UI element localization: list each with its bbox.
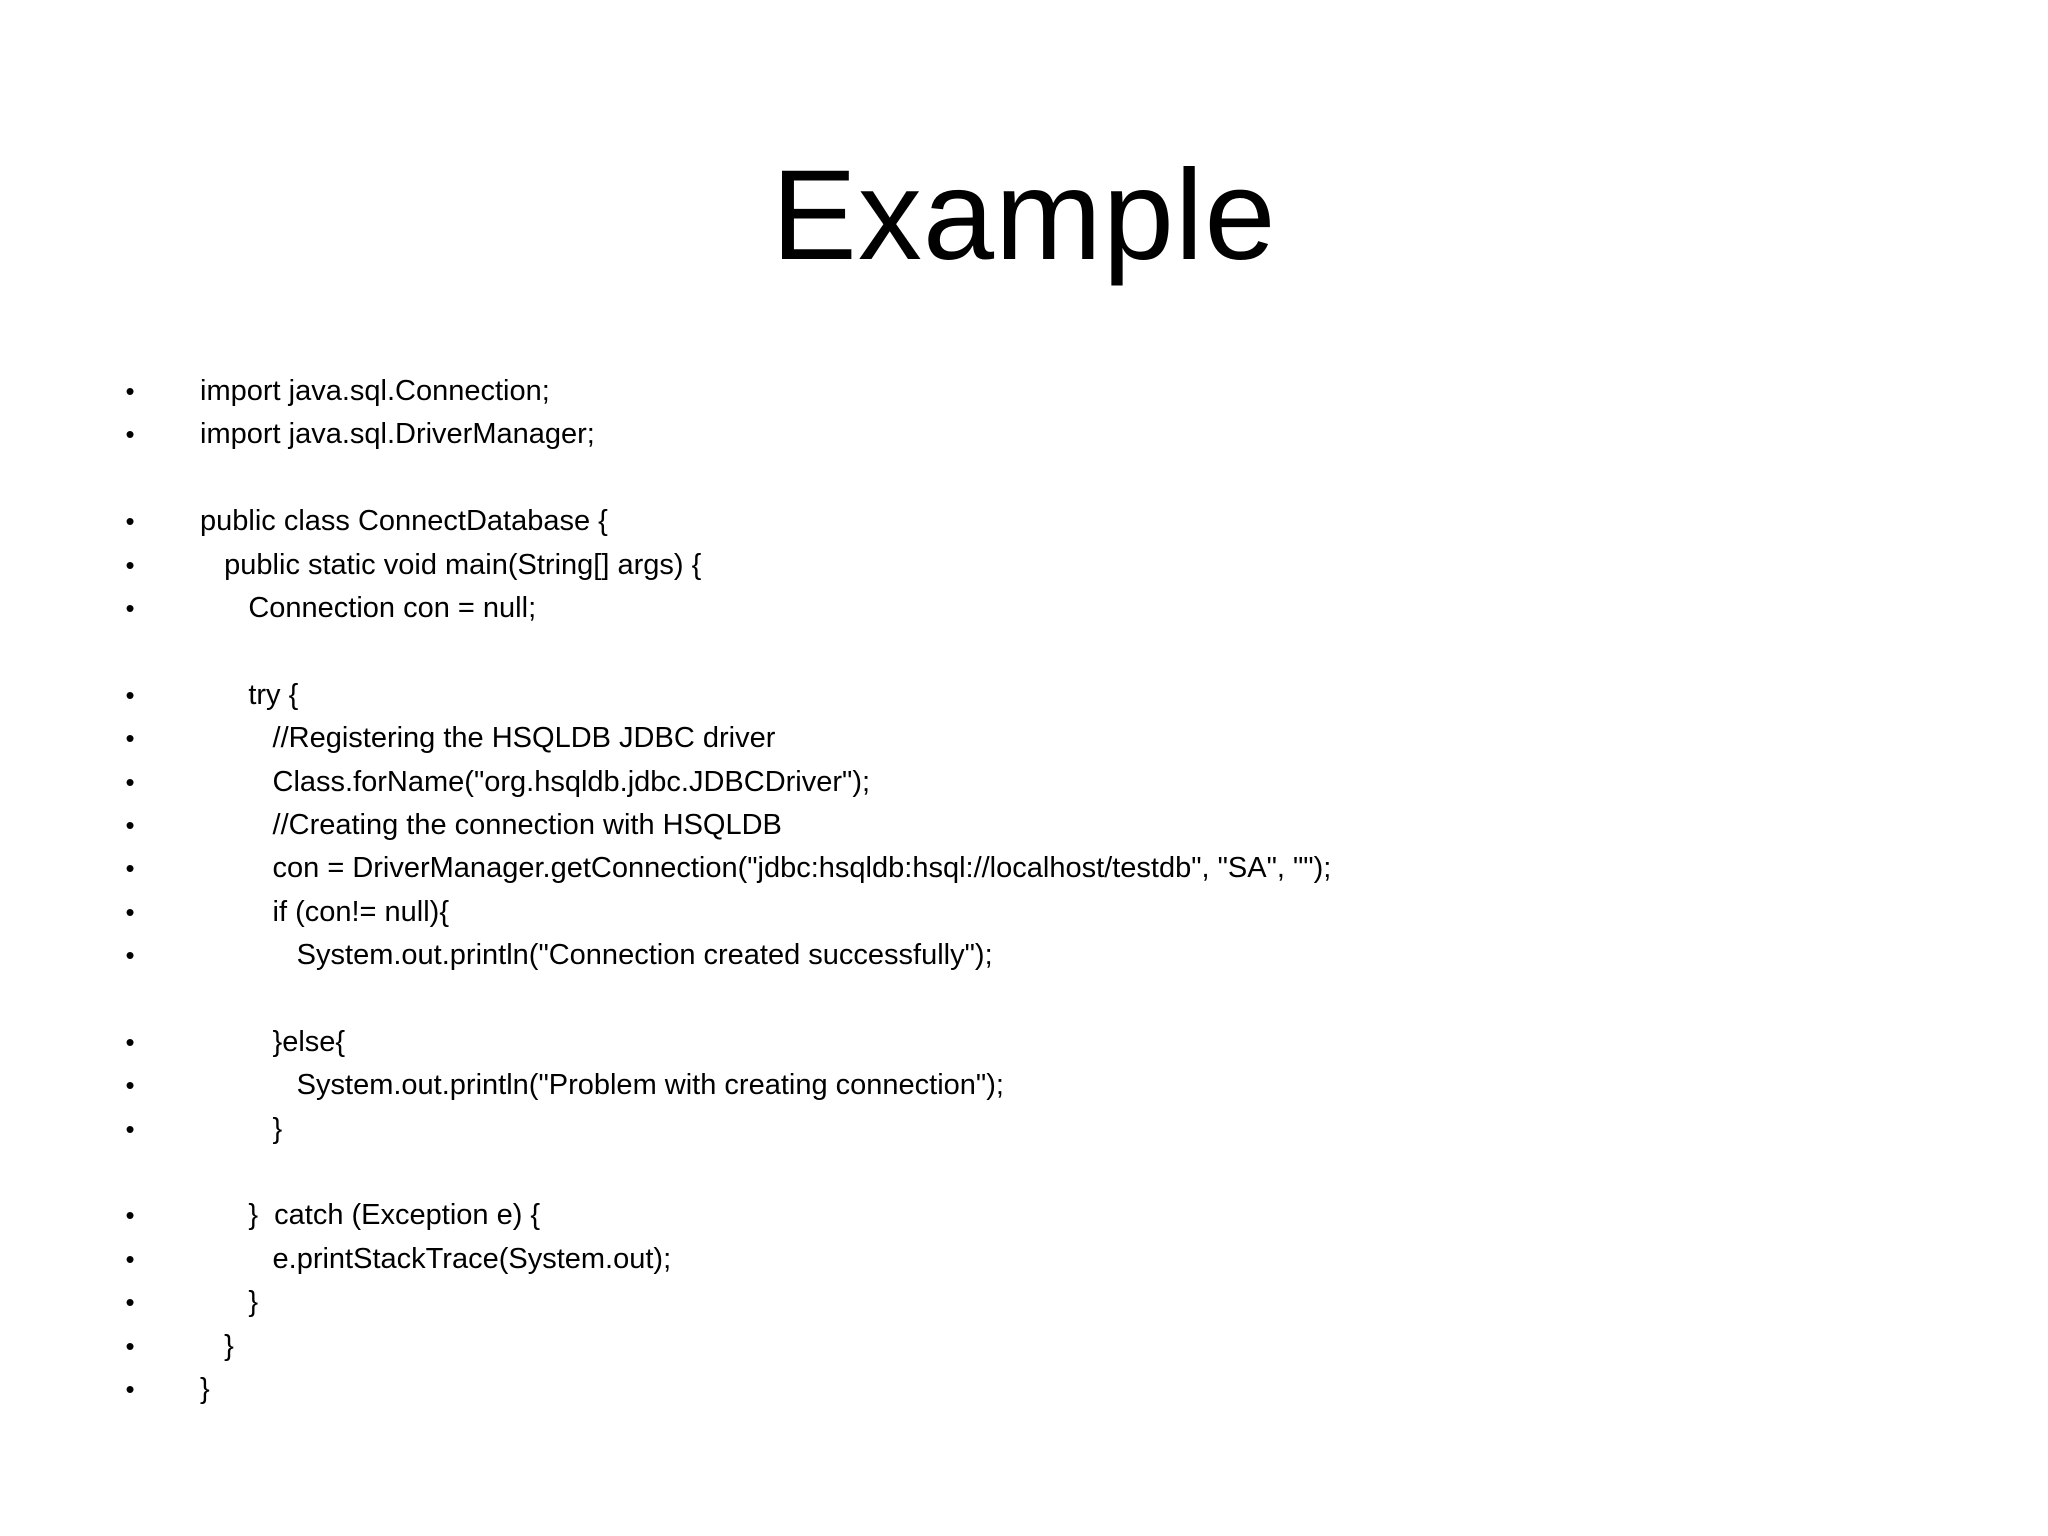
code-line-text: } (200, 1372, 210, 1405)
code-line (0, 1194, 2048, 1237)
code-line-text: if (con!= null){ (200, 895, 450, 928)
code-line (0, 500, 2048, 543)
bullet-icon: • (125, 506, 135, 537)
code-line-text: import java.sql.Connection; (200, 375, 550, 407)
bullet-icon: • (125, 766, 135, 797)
bullet-icon: • (125, 1026, 135, 1057)
code-line (0, 674, 2048, 717)
code-line (0, 1368, 2048, 1411)
bullet-icon: • (125, 549, 135, 580)
code-line (0, 587, 2048, 630)
code-listing (0, 370, 2048, 1411)
code-line-text: con = DriverManager.getConnection("jdbc:hsqldb:hsql://localhost/testdb", "SA", ""); (200, 852, 1332, 885)
code-line (0, 1151, 2048, 1194)
code-line-text: } (200, 1112, 283, 1145)
code-line-text: import java.sql.DriverManager; (200, 418, 595, 451)
code-line-text: public static void main(String[] args) { (200, 548, 702, 581)
bullet-icon: • (125, 1113, 135, 1144)
bullet-icon: • (125, 896, 135, 927)
bullet-icon: • (125, 1373, 135, 1404)
code-line (0, 1021, 2048, 1064)
code-line (0, 1281, 2048, 1324)
code-line-text: } (200, 1286, 259, 1319)
slide-title: Example (771, 143, 1277, 287)
code-line (0, 977, 2048, 1020)
code-line (0, 457, 2048, 500)
code-line-text: Class.forName("org.hsqldb.jdbc.JDBCDriver"); (200, 765, 871, 798)
bullet-icon: • (125, 853, 135, 884)
code-line (0, 370, 2048, 413)
bullet-icon: • (125, 1070, 135, 1101)
code-line (0, 891, 2048, 934)
code-line (0, 847, 2048, 890)
code-line (0, 1108, 2048, 1151)
bullet-icon: • (125, 1243, 135, 1274)
bullet-icon: • (125, 809, 135, 840)
code-line (0, 934, 2048, 977)
bullet-icon: • (125, 940, 135, 971)
code-line (0, 544, 2048, 587)
code-line (0, 630, 2048, 673)
bullet-icon: • (125, 723, 135, 754)
code-line (0, 717, 2048, 760)
code-line (0, 804, 2048, 847)
code-line-text: } catch (Exception e) { (200, 1199, 541, 1232)
code-line-text: } (200, 1329, 234, 1362)
code-line (0, 761, 2048, 804)
bullet-icon: • (125, 1200, 135, 1231)
code-line-text: //Registering the HSQLDB JDBC driver (200, 722, 776, 755)
code-line-text: System.out.println("Problem with creating connection"); (200, 1069, 1004, 1102)
code-line (0, 413, 2048, 456)
bullet-icon: • (125, 592, 135, 623)
code-line-text: public class ConnectDatabase { (200, 505, 608, 538)
code-line (0, 1238, 2048, 1281)
code-line-text: System.out.println("Connection created successfully"); (200, 939, 993, 972)
code-line-text: Connection con = null; (200, 591, 537, 624)
code-line-text: }else{ (200, 1025, 346, 1058)
bullet-icon: • (125, 1287, 135, 1318)
bullet-icon: • (125, 376, 135, 406)
code-line-text: try { (200, 678, 299, 711)
code-line (0, 1325, 2048, 1368)
bullet-icon: • (125, 679, 135, 710)
code-line-text: //Creating the connection with HSQLDB (200, 808, 782, 841)
code-line (0, 1064, 2048, 1107)
code-line-text: e.printStackTrace(System.out); (200, 1242, 672, 1275)
bullet-icon: • (125, 1330, 135, 1361)
bullet-icon: • (125, 419, 135, 450)
